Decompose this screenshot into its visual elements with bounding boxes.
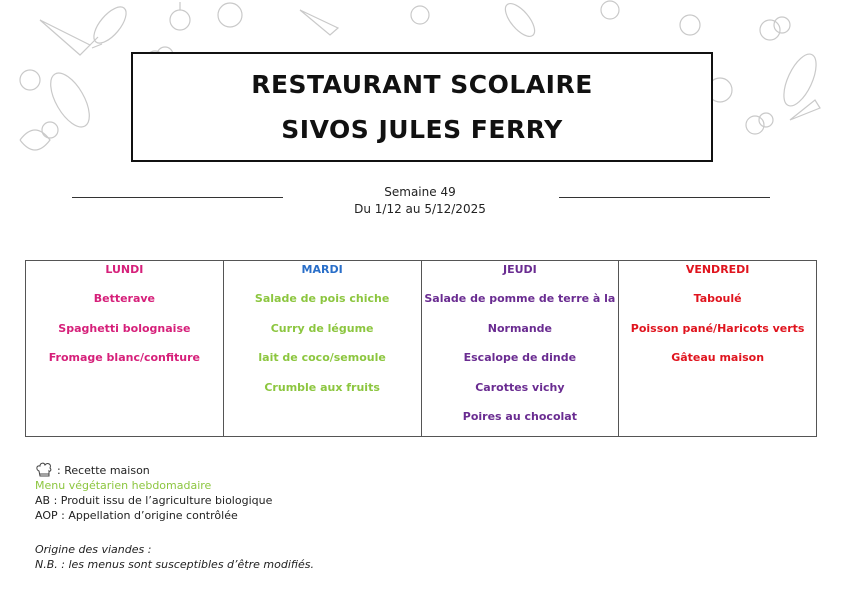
pepper-icon [20, 130, 50, 150]
eggplant-icon [43, 67, 97, 133]
divider-left [72, 197, 283, 198]
legend-aop: AOP : Appellation d’origine contrôlée [35, 509, 238, 522]
onion-icon [20, 70, 40, 90]
notes [35, 542, 314, 572]
week-label: Semaine 49 [384, 185, 456, 199]
day-name: JEUDI [502, 263, 537, 276]
day-column-mardi [224, 261, 422, 436]
broccoli-icon [760, 17, 790, 40]
day-column-lundi [26, 261, 224, 436]
dish: Carottes vichy [475, 380, 565, 394]
dish: Taboulé [693, 292, 742, 305]
dish: Salade de pois chiche [254, 292, 390, 305]
disclaimer-note: N.B. : les menus sont susceptibles d’être modifiés. [35, 558, 314, 571]
day-name: LUNDI [105, 263, 144, 276]
menu-table [25, 260, 817, 437]
dish: Poires au chocolat [462, 410, 577, 423]
broccoli-icon [746, 113, 773, 134]
dish: Fromage blanc/confiture [48, 351, 201, 364]
dish: Gâteau maison [671, 351, 765, 364]
carrot-icon [40, 20, 102, 55]
title-box [131, 52, 713, 162]
title-line-1: RESTAURANT SCOLAIRE [251, 70, 593, 99]
dish: Crumble aux fruits [264, 380, 380, 394]
dish: Betterave [93, 292, 156, 305]
day-name: VENDREDI [685, 263, 750, 276]
day-column-vendredi [619, 261, 816, 436]
day-name: MARDI [301, 263, 343, 276]
legend [35, 462, 272, 523]
corn-icon [88, 2, 132, 49]
carrot-icon [300, 10, 338, 35]
chef-hat-icon [35, 462, 53, 478]
dish: lait de coco/semoule [258, 351, 386, 364]
corn-icon [500, 0, 540, 41]
legend-vegetarian: Menu végétarien hebdomadaire [35, 479, 212, 492]
onion-icon [411, 6, 429, 24]
dish: Salade de pomme de terre à la [424, 292, 616, 305]
dish: Normande [487, 321, 552, 335]
tomato-icon [218, 3, 242, 27]
dish: Poisson pané/Haricots verts [630, 321, 805, 335]
legend-homemade-text: : Recette maison [57, 464, 150, 477]
week-dates: Du 1/12 au 5/12/2025 [354, 202, 486, 216]
tomato-icon [42, 122, 58, 138]
onion-icon [170, 2, 190, 30]
legend-ab: AB : Produit issu de l’agriculture biologique [35, 494, 273, 507]
title-line-2: SIVOS JULES FERRY [281, 115, 563, 144]
day-column-jeudi [422, 261, 620, 436]
dish: Escalope de dinde [463, 351, 577, 364]
divider-right [559, 197, 770, 198]
legend-homemade [35, 462, 272, 478]
carrot-icon [790, 100, 820, 120]
dish: Spaghetti bolognaise [58, 321, 191, 335]
dish: Curry de légume [270, 321, 374, 335]
week-info [300, 184, 540, 218]
tomato-icon [601, 1, 619, 19]
tomato-icon [680, 15, 700, 35]
meat-origin-note: Origine des viandes : [35, 543, 152, 556]
